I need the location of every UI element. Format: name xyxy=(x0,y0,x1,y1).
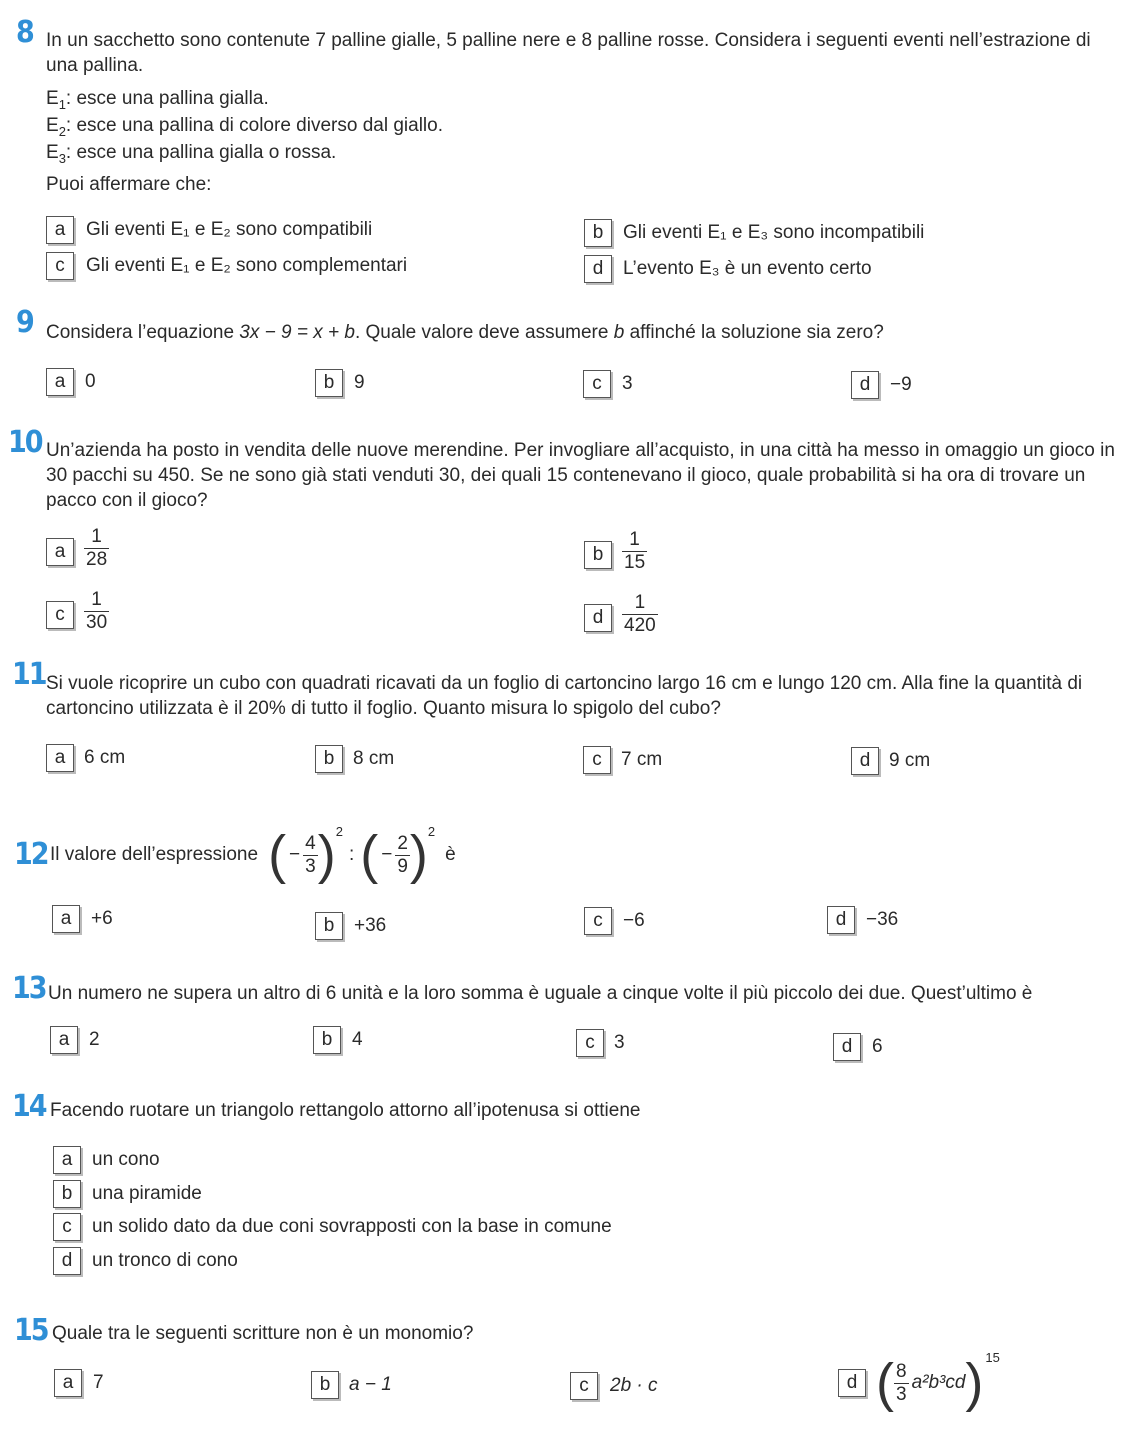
answer-box-a[interactable]: a xyxy=(46,368,74,396)
question-text: Un’azienda ha posto in vendita delle nuove merendine. Per invogliare all’acquisto, in una città ha messo in omaggio un gioco in 30 pacchi su 450. Se ne sono già stati venduti 30, dei quali 15 contenevano il gioco, quale probabilità si ha ora di trovare un pacco con il gioco? xyxy=(46,440,1115,511)
answer-box-a[interactable]: a xyxy=(54,1369,82,1397)
answer-box-d[interactable]: d xyxy=(53,1247,81,1275)
answer-option-d: un tronco di cono xyxy=(92,1250,238,1271)
question-number: 12 xyxy=(14,837,48,872)
question-number: 14 xyxy=(12,1089,46,1124)
answer-option-d: −36 xyxy=(866,909,899,930)
answer-option-c: −6 xyxy=(623,910,645,931)
answer-option-b: a − 1 xyxy=(349,1374,392,1395)
question-number: 15 xyxy=(14,1313,48,1348)
question-text: Quale tra le seguenti scritture non è un monomio? xyxy=(52,1323,474,1344)
answer-box-a[interactable]: a xyxy=(50,1026,78,1054)
answer-box-b[interactable]: b xyxy=(315,912,343,940)
answer-option-b: 9 xyxy=(354,372,365,393)
answer-box-a[interactable]: a xyxy=(46,216,74,244)
answer-box-d[interactable]: d xyxy=(827,906,855,934)
answer-box-a[interactable]: a xyxy=(46,538,74,566)
event-e2: $E_2$: esce una pallina di colore diverso dal giallo. xyxy=(46,115,443,139)
question-text: Un numero ne supera un altro di 6 unità e la loro somma è uguale a cinque volte il più piccolo dei due. Quest’ultimo è xyxy=(48,983,1033,1004)
question-number: 11 xyxy=(12,657,46,692)
answer-box-b[interactable]: b xyxy=(315,369,343,397)
answer-option-d: 9 cm xyxy=(889,750,931,771)
answer-box-c[interactable]: c xyxy=(583,746,611,774)
fraction: $\frac{1}{30}$ xyxy=(86,589,108,633)
answer-option-a xyxy=(84,526,109,571)
fraction: $\frac{1}{420}$ xyxy=(624,592,656,636)
answer-option-b: +36 xyxy=(354,915,387,936)
answer-box-d[interactable]: d xyxy=(833,1033,861,1061)
answer-option-a: 6 cm xyxy=(84,747,126,768)
answer-option-d: 6 xyxy=(872,1036,883,1057)
answer-option-b: Gli eventi E₁ e E₃ sono incompatibili xyxy=(623,222,925,243)
answer-option-c xyxy=(84,589,109,634)
question-text: Considera l’equazione 3x − 9 = x + b. Quale valore deve assumere b affinché la soluzione sia zero? xyxy=(46,322,884,343)
question-number: 10 xyxy=(8,425,42,460)
answer-box-b[interactable]: b xyxy=(584,219,612,247)
answer-box-b[interactable]: b xyxy=(313,1026,341,1054)
answer-option-d: −9 xyxy=(890,374,912,395)
answer-option-a: Gli eventi E₁ e E₂ sono compatibili xyxy=(86,219,373,240)
fraction: $\frac{1}{15}$ xyxy=(624,529,646,573)
answer-option-d xyxy=(622,592,658,637)
answer-box-c[interactable]: c xyxy=(584,907,612,935)
answer-option-b: una piramide xyxy=(92,1183,202,1204)
answer-option-c: Gli eventi E₁ e E₂ sono complementari xyxy=(86,255,408,276)
answer-box-d[interactable]: d xyxy=(584,255,612,283)
answer-option-a: 7 xyxy=(93,1372,104,1393)
question-text: Si vuole ricoprire un cubo con quadrati ricavati da un foglio di cartoncino largo 16 cm e lungo 120 cm. Alla fine la quantità di cartoncino utilizzata è il 20% di tutto il foglio. Quanto misura lo spigolo del cubo? xyxy=(46,673,1083,719)
answer-option-a: un cono xyxy=(92,1149,160,1170)
answer-box-d[interactable]: d xyxy=(851,371,879,399)
answer-box-b[interactable]: b xyxy=(311,1371,339,1399)
answer-box-d[interactable]: d xyxy=(584,604,612,632)
answer-box-d[interactable]: d xyxy=(838,1369,866,1397)
event-e1: $E_1$: esce una pallina gialla. xyxy=(46,88,269,112)
question-text: In un sacchetto sono contenute 7 palline gialle, 5 palline nere e 8 palline rosse. Considera i seguenti eventi nell’estrazione di una pallina. xyxy=(46,30,1091,76)
answer-option-c: 3 xyxy=(614,1032,625,1053)
answer-box-d[interactable]: d xyxy=(851,747,879,775)
answer-option-c: 7 cm xyxy=(621,749,663,770)
question-number: 13 xyxy=(12,971,46,1006)
answer-box-b[interactable]: b xyxy=(584,541,612,569)
answer-option-a: 0 xyxy=(85,371,96,392)
answer-option-b xyxy=(622,529,647,574)
event-e3: $E_3$: esce una pallina gialla o rossa. xyxy=(46,142,337,166)
answer-option-c: 2b · c xyxy=(610,1375,658,1396)
answer-box-c[interactable]: c xyxy=(570,1372,598,1400)
answer-option-c: 3 xyxy=(622,373,633,394)
answer-option-d: L’evento E₃ è un evento certo xyxy=(623,258,872,279)
question-number: 9 xyxy=(16,305,33,340)
answer-box-b[interactable]: b xyxy=(53,1180,81,1208)
equation: 3x − 9 = x + b xyxy=(239,322,355,343)
answer-box-c[interactable]: c xyxy=(46,252,74,280)
answer-option-b: 8 cm xyxy=(353,748,395,769)
answer-option-a: 2 xyxy=(89,1029,100,1050)
answer-box-c[interactable]: c xyxy=(583,370,611,398)
question-text: Facendo ruotare un triangolo rettangolo attorno all’ipotenusa si ottiene xyxy=(50,1100,641,1121)
answer-option-b: 4 xyxy=(352,1029,363,1050)
answer-box-a[interactable]: a xyxy=(52,905,80,933)
answer-option-a: +6 xyxy=(91,908,113,929)
fraction: $\frac{1}{28}$ xyxy=(86,526,108,570)
answer-box-c[interactable]: c xyxy=(53,1213,81,1241)
question-number: 8 xyxy=(16,15,33,50)
question-text: Il valore dell’espressione ( − $\frac{4}{3}$ ) 2 : ( − $\frac{2}{9}$ ) 2 è xyxy=(50,824,456,885)
answer-box-b[interactable]: b xyxy=(315,745,343,773)
question-prompt: Puoi affermare che: xyxy=(46,174,212,195)
answer-box-c[interactable]: c xyxy=(46,601,74,629)
answer-box-a[interactable]: a xyxy=(53,1146,81,1174)
answer-box-c[interactable]: c xyxy=(576,1029,604,1057)
answer-box-a[interactable]: a xyxy=(46,744,74,772)
answer-option-d: ( $\frac{8}{3}$ a²b³cd ) 15 xyxy=(876,1350,1000,1413)
answer-option-c: un solido dato da due coni sovrapposti con la base in comune xyxy=(92,1216,612,1237)
